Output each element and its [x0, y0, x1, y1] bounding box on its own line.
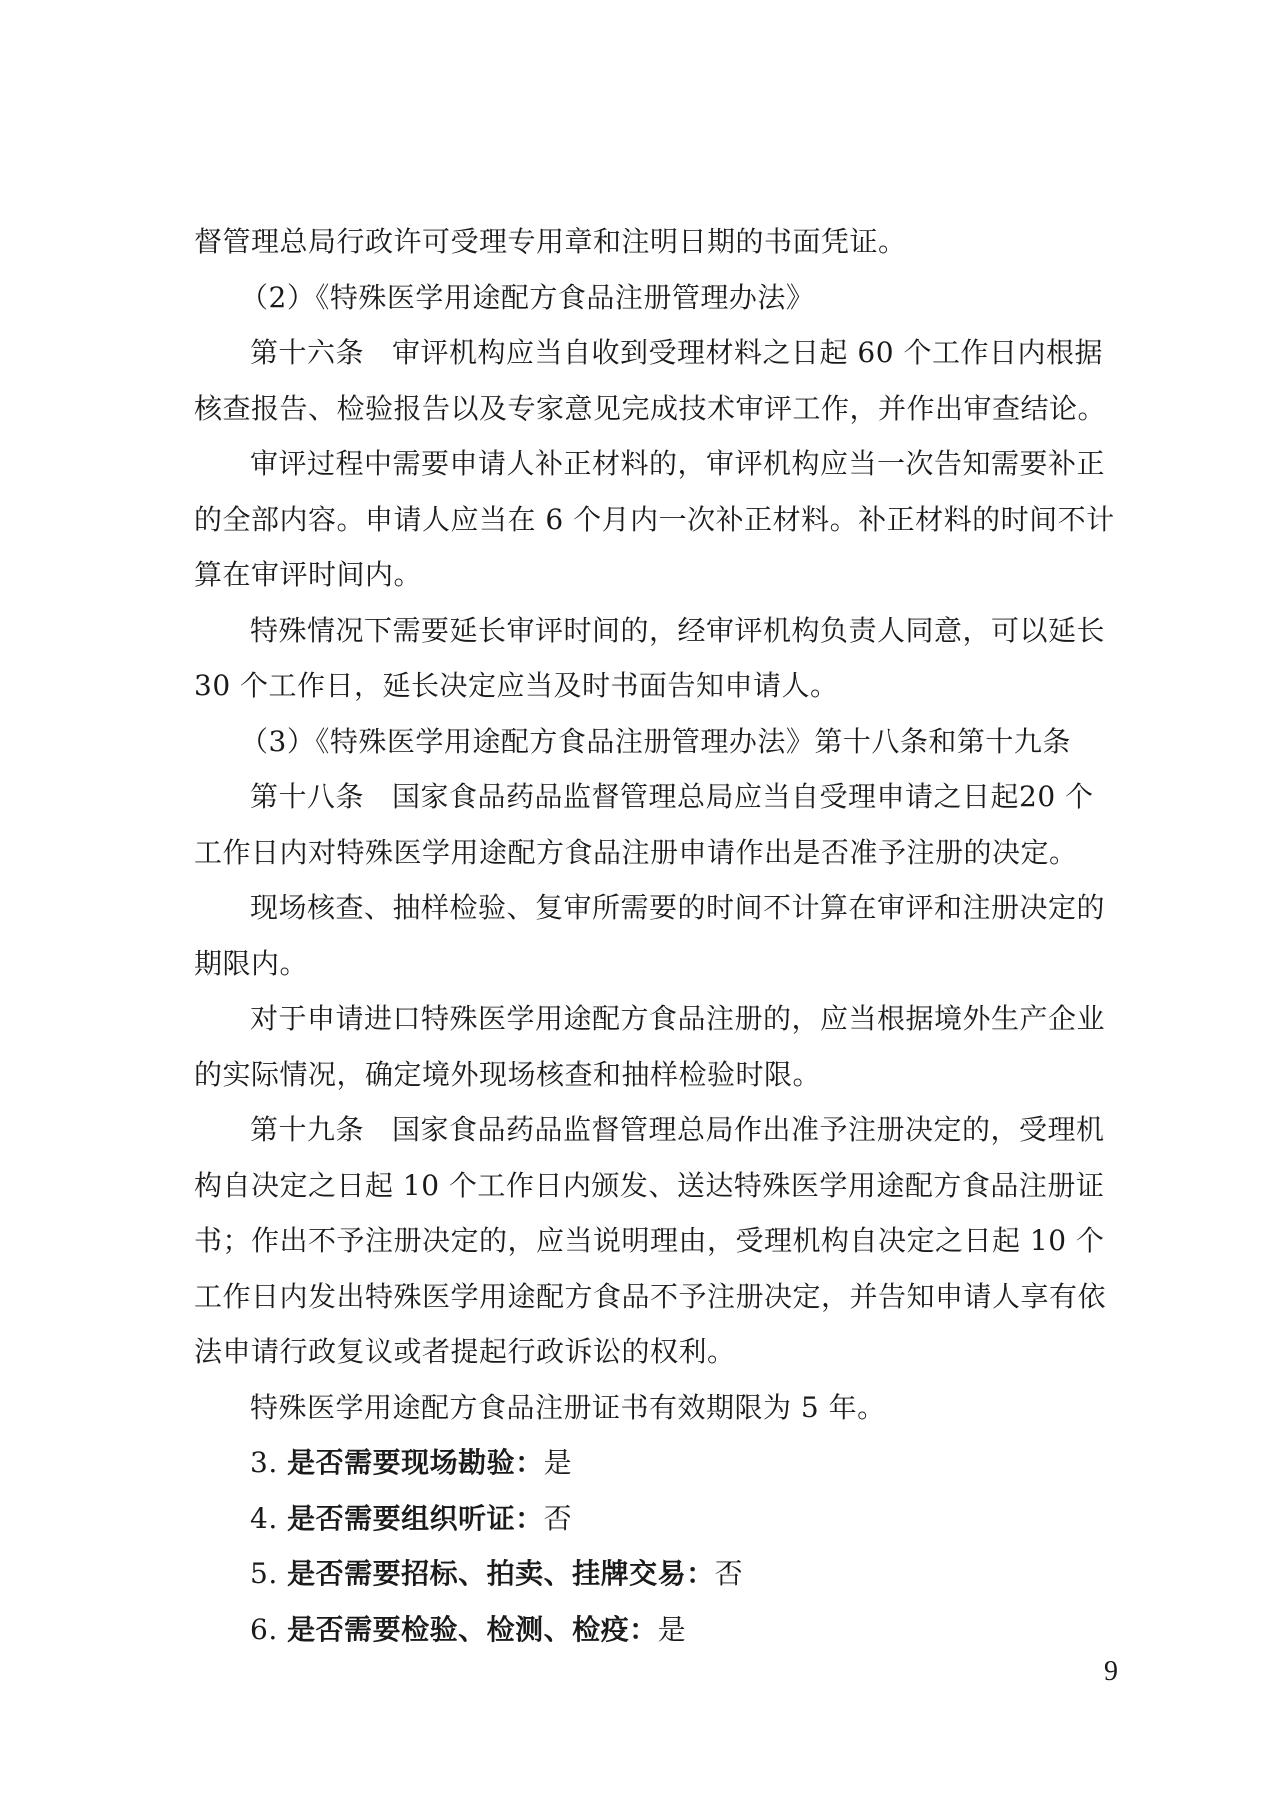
list-item — [194, 1602, 1124, 1658]
item-number: 5. — [250, 1557, 278, 1590]
text-line: 现场核查、抽样检验、复审所需要的时间不计算在审评和注册决定的 — [250, 891, 1106, 924]
subsection-heading: （2）《特殊医学用途配方食品注册管理办法》 — [240, 280, 815, 314]
text-line: 期限内。 — [194, 946, 309, 980]
item-number: 3. — [250, 1446, 278, 1479]
text-line: 书；作出不予注册决定的，应当说明理由，受理机构自决定之日起 10 个 — [194, 1224, 1105, 1257]
text-line: 特殊医学用途配方食品注册证书有效期限为 5 年。 — [250, 1390, 886, 1424]
list-item — [194, 1491, 1124, 1547]
item-value: 否 — [714, 1557, 744, 1590]
item-label: 是否需要组织听证： — [287, 1501, 544, 1535]
text-line: 工作日内对特殊医学用途配方食品注册申请作出是否准予注册的决定。 — [194, 835, 1078, 869]
text-line — [194, 325, 1124, 381]
text-line: 审评过程中需要申请人补正材料的，审评机构应当一次告知需要补正 — [250, 447, 1106, 480]
text-line: 核查报告、检验报告以及专家意见完成技术审评工作，并作出审查结论。 — [194, 391, 1107, 425]
article-number: 第十八条 — [250, 780, 365, 813]
page-number: 9 — [1104, 1656, 1118, 1687]
item-value: 是 — [657, 1612, 687, 1646]
text-line: 构自决定之日起 10 个工作日内颁发、送达特殊医学用途配方食品注册证 — [194, 1168, 1105, 1202]
text-line: 的实际情况，确定境外现场核查和抽样检验时限。 — [194, 1057, 822, 1091]
item-label: 是否需要检验、检测、检疫： — [287, 1612, 658, 1646]
text-line: 的全部内容。申请人应当在 6 个月内一次补正材料。补正材料的时间不计 — [194, 502, 1115, 536]
text-line: 算在审评时间内。 — [194, 558, 423, 591]
item-number: 4. — [250, 1501, 278, 1535]
text-line: 工作日内发出特殊医学用途配方食品不予注册决定，并告知申请人享有依 — [194, 1279, 1107, 1313]
text-line — [194, 769, 1124, 825]
article-text: 国家食品药品监督管理总局应当自受理申请之日起20 个 — [392, 780, 1094, 813]
text-line: 法申请行政复议或者提起行政诉讼的权利。 — [194, 1335, 736, 1368]
item-label: 是否需要招标、拍卖、挂牌交易： — [287, 1557, 715, 1590]
text-line: 对于申请进口特殊医学用途配方食品注册的，应当根据境外生产企业 — [250, 1002, 1106, 1035]
article-number: 第十六条 — [250, 336, 365, 369]
article-text: 审评机构应当自收到受理材料之日起 60 个工作日内根据 — [392, 336, 1103, 369]
text-line: 30 个工作日，延长决定应当及时书面告知申请人。 — [194, 669, 839, 702]
article-text: 国家食品药品监督管理总局作出准予注册决定的，受理机 — [392, 1113, 1105, 1146]
item-value: 否 — [543, 1501, 573, 1535]
text-line — [194, 1102, 1124, 1158]
text-line: 特殊情况下需要延长审评时间的，经审评机构负责人同意，可以延长 — [250, 613, 1106, 647]
article-number: 第十九条 — [250, 1113, 365, 1146]
text-line: 督管理总局行政许可受理专用章和注明日期的书面凭证。 — [194, 225, 907, 258]
item-label: 是否需要现场勘验： — [287, 1446, 544, 1479]
document-body — [194, 214, 1124, 1657]
list-item — [194, 1435, 1124, 1491]
list-item — [194, 1546, 1124, 1602]
item-number: 6. — [250, 1612, 278, 1646]
subsection-heading: （3）《特殊医学用途配方食品注册管理办法》第十八条和第十九条 — [240, 724, 1071, 758]
item-value: 是 — [543, 1446, 573, 1479]
